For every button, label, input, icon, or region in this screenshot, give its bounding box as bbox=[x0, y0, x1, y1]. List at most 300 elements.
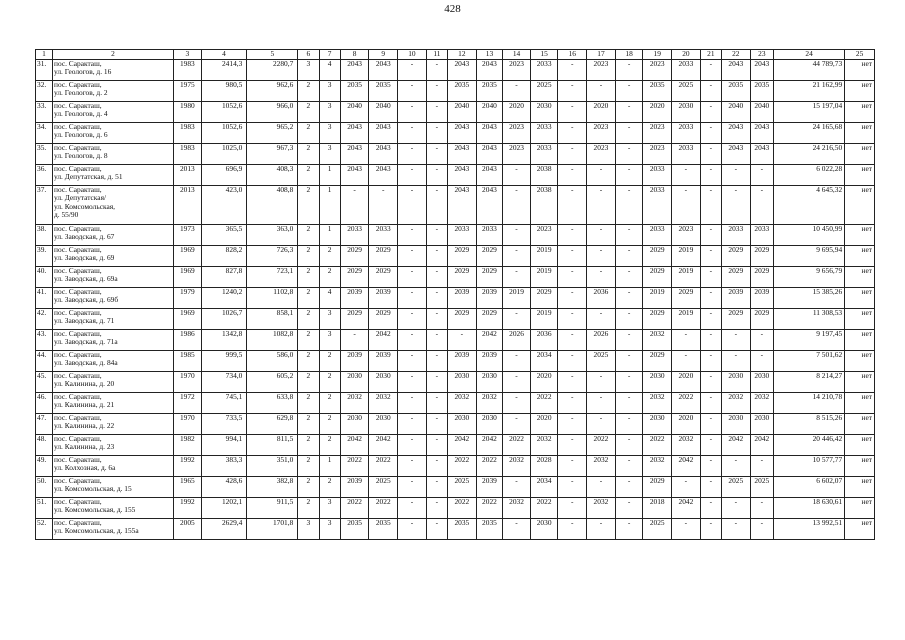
table-cell: - bbox=[426, 185, 447, 224]
table-cell: 2035 bbox=[721, 80, 750, 101]
table-cell: 2030 bbox=[448, 371, 477, 392]
table-cell: 827,8 bbox=[201, 266, 247, 287]
table-cell: 2040 bbox=[448, 101, 477, 122]
table-cell: 2030 bbox=[369, 413, 398, 434]
address-line: пос. Саракташ, bbox=[53, 59, 102, 68]
table-cell: - bbox=[448, 329, 477, 350]
table-cell: 2029 bbox=[721, 308, 750, 329]
column-header: 7 bbox=[319, 50, 340, 60]
table-cell: 1982 bbox=[174, 434, 202, 455]
table-cell: - bbox=[587, 245, 616, 266]
table-cell: 6 602,07 bbox=[774, 476, 845, 497]
table-cell: - bbox=[426, 329, 447, 350]
table-cell: - bbox=[426, 371, 447, 392]
table-cell: - bbox=[503, 245, 531, 266]
table-cell: 2022 bbox=[672, 392, 701, 413]
table-cell: нет bbox=[845, 143, 875, 164]
table-cell: 24 216,50 bbox=[774, 143, 845, 164]
table-cell: - bbox=[587, 518, 616, 539]
address-line: ул. Калинина, д. 22 bbox=[53, 421, 115, 431]
row-number-cell: 49. bbox=[36, 455, 53, 476]
table-cell: 2020 bbox=[672, 371, 701, 392]
table-cell: - bbox=[558, 413, 587, 434]
table-cell: - bbox=[700, 245, 721, 266]
table-cell: - bbox=[700, 392, 721, 413]
table-cell: 2629,4 bbox=[201, 518, 247, 539]
table-cell: - bbox=[700, 434, 721, 455]
table-cell: 365,5 bbox=[201, 224, 247, 245]
column-header: 1 bbox=[36, 50, 53, 60]
table-cell: 2 bbox=[319, 245, 340, 266]
table-cell: - bbox=[615, 143, 643, 164]
table-row bbox=[36, 455, 875, 476]
address-cell bbox=[52, 455, 173, 476]
table-cell: 2020 bbox=[503, 101, 531, 122]
table-cell: 2029 bbox=[340, 308, 369, 329]
table-cell: - bbox=[558, 101, 587, 122]
column-header: 2 bbox=[52, 50, 173, 60]
table-cell: - bbox=[700, 329, 721, 350]
table-cell: 2033 bbox=[476, 224, 503, 245]
table-cell: - bbox=[426, 224, 447, 245]
table-cell: - bbox=[700, 266, 721, 287]
table-cell: 2035 bbox=[369, 80, 398, 101]
address-cell bbox=[52, 122, 173, 143]
column-header: 3 bbox=[174, 50, 202, 60]
table-cell: 2030 bbox=[643, 413, 672, 434]
address-line: ул. Комсомольская, д. 155 bbox=[53, 505, 136, 515]
table-cell: 2022 bbox=[503, 434, 531, 455]
table-cell: 2042 bbox=[672, 455, 701, 476]
table-cell: 2030 bbox=[369, 371, 398, 392]
table-cell: 2043 bbox=[369, 122, 398, 143]
table-cell: 2032 bbox=[369, 392, 398, 413]
column-header: 15 bbox=[530, 50, 558, 60]
column-header: 24 bbox=[774, 50, 845, 60]
table-cell: - bbox=[700, 455, 721, 476]
table-cell: - bbox=[426, 455, 447, 476]
address-line: пос. Саракташ, bbox=[53, 101, 102, 110]
table-cell: 2032 bbox=[721, 392, 750, 413]
table-cell: 2029 bbox=[369, 308, 398, 329]
table-cell: 2 bbox=[298, 413, 319, 434]
table-cell: - bbox=[426, 59, 447, 80]
table-cell: - bbox=[615, 413, 643, 434]
table-cell: - bbox=[615, 350, 643, 371]
address-cell bbox=[52, 287, 173, 308]
table-cell: 2023 bbox=[587, 122, 616, 143]
table-cell: - bbox=[672, 164, 701, 185]
table-cell: - bbox=[503, 164, 531, 185]
table-cell: 21 162,99 bbox=[774, 80, 845, 101]
page-number: 428 bbox=[444, 3, 461, 15]
row-number-cell: 39. bbox=[36, 245, 53, 266]
table-cell: 2023 bbox=[643, 143, 672, 164]
table-cell: 2025 bbox=[672, 80, 701, 101]
table-cell: 2030 bbox=[476, 371, 503, 392]
table-cell: - bbox=[426, 287, 447, 308]
table-cell: 15 385,26 bbox=[774, 287, 845, 308]
table-cell: 2042 bbox=[721, 434, 750, 455]
table-cell: 2033 bbox=[530, 59, 558, 80]
table-cell: 2 bbox=[298, 80, 319, 101]
table-cell: 15 197,04 bbox=[774, 101, 845, 122]
column-number-header bbox=[36, 50, 875, 60]
table-cell: 2038 bbox=[530, 185, 558, 224]
table-cell: нет bbox=[845, 80, 875, 101]
table-cell: 723,1 bbox=[247, 266, 298, 287]
table-cell: 2029 bbox=[721, 266, 750, 287]
row-number-cell: 45. bbox=[36, 371, 53, 392]
table-cell: 2032 bbox=[750, 392, 773, 413]
column-header: 8 bbox=[340, 50, 369, 60]
table-cell: 2033 bbox=[672, 59, 701, 80]
table-row bbox=[36, 59, 875, 80]
table-cell: 2043 bbox=[448, 59, 477, 80]
table-cell: 2043 bbox=[448, 164, 477, 185]
table-cell: нет bbox=[845, 350, 875, 371]
row-number-cell: 33. bbox=[36, 101, 53, 122]
table-cell: 1 bbox=[319, 164, 340, 185]
table-cell: 2023 bbox=[587, 143, 616, 164]
address-line: ул. Депутатская, д. 51 bbox=[53, 172, 123, 182]
table-cell: 383,3 bbox=[201, 455, 247, 476]
row-number-cell: 38. bbox=[36, 224, 53, 245]
table-cell: 2040 bbox=[340, 101, 369, 122]
table-cell: 1 bbox=[319, 224, 340, 245]
table-cell: - bbox=[426, 350, 447, 371]
table-cell: 2022 bbox=[476, 497, 503, 518]
table-cell: 2030 bbox=[750, 413, 773, 434]
table-cell: 2043 bbox=[476, 143, 503, 164]
table-cell: - bbox=[398, 434, 427, 455]
table-cell: 2029 bbox=[750, 266, 773, 287]
table-cell: - bbox=[721, 497, 750, 518]
column-header: 20 bbox=[672, 50, 701, 60]
address-line: ул. Калинина, д. 21 bbox=[53, 400, 115, 410]
table-cell: 2043 bbox=[750, 59, 773, 80]
address-line: пос. Саракташ, bbox=[53, 224, 102, 233]
table-cell: нет bbox=[845, 164, 875, 185]
table-cell: 2043 bbox=[369, 164, 398, 185]
table-cell: - bbox=[587, 371, 616, 392]
column-header: 12 bbox=[448, 50, 477, 60]
table-cell: - bbox=[503, 518, 531, 539]
table-cell: 811,5 bbox=[247, 434, 298, 455]
table-cell: 2043 bbox=[476, 164, 503, 185]
table-cell: - bbox=[700, 371, 721, 392]
table-cell: 3 bbox=[319, 143, 340, 164]
table-cell: - bbox=[558, 455, 587, 476]
table-cell: 2022 bbox=[340, 497, 369, 518]
table-cell: 2032 bbox=[503, 497, 531, 518]
table-cell: 2019 bbox=[503, 287, 531, 308]
table-cell: 18 630,61 bbox=[774, 497, 845, 518]
table-cell: нет bbox=[845, 224, 875, 245]
address-line: пос. Саракташ, bbox=[53, 392, 102, 401]
table-cell: 2029 bbox=[476, 308, 503, 329]
table-cell: 2036 bbox=[530, 329, 558, 350]
table-cell: 2032 bbox=[448, 392, 477, 413]
table-cell: - bbox=[558, 392, 587, 413]
address-cell bbox=[52, 476, 173, 497]
table-cell: 2043 bbox=[721, 59, 750, 80]
address-cell bbox=[52, 164, 173, 185]
table-cell: 2043 bbox=[340, 59, 369, 80]
table-cell: - bbox=[398, 371, 427, 392]
table-cell: 1985 bbox=[174, 350, 202, 371]
table-cell: - bbox=[503, 413, 531, 434]
table-cell: 2 bbox=[298, 308, 319, 329]
column-header: 6 bbox=[298, 50, 319, 60]
table-row bbox=[36, 266, 875, 287]
address-cell bbox=[52, 518, 173, 539]
table-cell: 2029 bbox=[340, 245, 369, 266]
table-cell: 14 210,78 bbox=[774, 392, 845, 413]
table-cell: - bbox=[398, 497, 427, 518]
table-cell: нет bbox=[845, 266, 875, 287]
table-cell: 2043 bbox=[750, 143, 773, 164]
table-cell: 2022 bbox=[369, 497, 398, 518]
table-cell: 2030 bbox=[643, 371, 672, 392]
table-row bbox=[36, 392, 875, 413]
table-cell: - bbox=[700, 518, 721, 539]
address-line: пос. Саракташ, bbox=[53, 143, 102, 152]
table-row bbox=[36, 164, 875, 185]
table-cell: 1202,1 bbox=[201, 497, 247, 518]
table-cell: 1979 bbox=[174, 287, 202, 308]
table-cell: - bbox=[615, 59, 643, 80]
table-cell: 2043 bbox=[476, 122, 503, 143]
column-header: 16 bbox=[558, 50, 587, 60]
table-cell: 2 bbox=[298, 476, 319, 497]
table-cell: 967,3 bbox=[247, 143, 298, 164]
table-cell: 2029 bbox=[448, 308, 477, 329]
table-cell: 980,5 bbox=[201, 80, 247, 101]
table-cell: нет bbox=[845, 371, 875, 392]
address-line: пос. Саракташ, bbox=[53, 185, 102, 194]
table-row bbox=[36, 122, 875, 143]
table-cell: - bbox=[587, 224, 616, 245]
table-cell: 408,8 bbox=[247, 185, 298, 224]
table-cell: 2 bbox=[319, 434, 340, 455]
table-cell: 1052,6 bbox=[201, 101, 247, 122]
column-header: 5 bbox=[247, 50, 298, 60]
table-cell: - bbox=[615, 518, 643, 539]
table-cell: 2029 bbox=[721, 245, 750, 266]
table-cell: - bbox=[558, 476, 587, 497]
table-cell: - bbox=[398, 122, 427, 143]
table-cell: 858,1 bbox=[247, 308, 298, 329]
table-cell: - bbox=[615, 122, 643, 143]
table-cell: 3 bbox=[319, 308, 340, 329]
table-cell: 2035 bbox=[643, 80, 672, 101]
column-header: 17 bbox=[587, 50, 616, 60]
row-number-cell: 44. bbox=[36, 350, 53, 371]
row-number-cell: 41. bbox=[36, 287, 53, 308]
address-cell bbox=[52, 143, 173, 164]
table-cell: 2029 bbox=[750, 245, 773, 266]
table-cell: 745,1 bbox=[201, 392, 247, 413]
address-line: пос. Саракташ, bbox=[53, 350, 102, 359]
table-cell: - bbox=[398, 164, 427, 185]
table-cell: - bbox=[503, 185, 531, 224]
table-cell: - bbox=[587, 185, 616, 224]
address-line: ул. Геологов, д. 4 bbox=[53, 109, 108, 119]
table-cell: 2032 bbox=[503, 455, 531, 476]
address-cell bbox=[52, 392, 173, 413]
table-cell: 1965 bbox=[174, 476, 202, 497]
table-cell: - bbox=[398, 287, 427, 308]
table-cell: 965,2 bbox=[247, 122, 298, 143]
table-cell: 1983 bbox=[174, 59, 202, 80]
table-cell: 2043 bbox=[448, 185, 477, 224]
table-cell: - bbox=[672, 350, 701, 371]
row-number-cell: 37. bbox=[36, 185, 53, 224]
address-line: ул. Заводская, д. 71а bbox=[53, 337, 118, 347]
address-line: пос. Саракташ, bbox=[53, 497, 102, 506]
address-line: пос. Саракташ, bbox=[53, 518, 102, 527]
table-cell: нет bbox=[845, 476, 875, 497]
table-cell: 2039 bbox=[369, 350, 398, 371]
table-cell: - bbox=[426, 101, 447, 122]
table-cell: - bbox=[558, 287, 587, 308]
address-line: ул. Заводская, д. 69 bbox=[53, 253, 115, 263]
table-cell: - bbox=[558, 497, 587, 518]
address-line: ул. Заводская, д. 69б bbox=[53, 295, 119, 305]
table-cell: - bbox=[615, 371, 643, 392]
table-cell: 1969 bbox=[174, 245, 202, 266]
table-row bbox=[36, 287, 875, 308]
table-cell: нет bbox=[845, 413, 875, 434]
table-cell: - bbox=[700, 497, 721, 518]
table-cell: нет bbox=[845, 101, 875, 122]
address-cell bbox=[52, 185, 173, 224]
table-cell: 2013 bbox=[174, 185, 202, 224]
table-cell: - bbox=[672, 185, 701, 224]
table-cell: 2032 bbox=[340, 392, 369, 413]
table-cell: - bbox=[369, 185, 398, 224]
table-cell: 20 446,42 bbox=[774, 434, 845, 455]
table-cell: 2043 bbox=[369, 59, 398, 80]
table-cell: 2023 bbox=[643, 59, 672, 80]
table-cell: - bbox=[426, 266, 447, 287]
column-header: 10 bbox=[398, 50, 427, 60]
address-cell bbox=[52, 245, 173, 266]
address-line: ул. Геологов, д. 2 bbox=[53, 88, 108, 98]
table-cell: 2019 bbox=[530, 245, 558, 266]
table-cell: 2022 bbox=[340, 455, 369, 476]
row-number-cell: 52. bbox=[36, 518, 53, 539]
table-cell: - bbox=[398, 413, 427, 434]
table-cell: - bbox=[558, 80, 587, 101]
table-cell: 733,5 bbox=[201, 413, 247, 434]
table-cell: 2022 bbox=[587, 434, 616, 455]
table-cell: 2039 bbox=[476, 476, 503, 497]
table-cell: 2028 bbox=[530, 455, 558, 476]
table-cell: 2036 bbox=[587, 287, 616, 308]
table-cell: - bbox=[503, 266, 531, 287]
table-cell: 1240,2 bbox=[201, 287, 247, 308]
table-cell: 2033 bbox=[643, 164, 672, 185]
column-header: 21 bbox=[700, 50, 721, 60]
table-cell: - bbox=[426, 308, 447, 329]
table-cell: 351,0 bbox=[247, 455, 298, 476]
table-cell: 2033 bbox=[340, 224, 369, 245]
row-number-cell: 35. bbox=[36, 143, 53, 164]
table-cell: - bbox=[558, 245, 587, 266]
table-cell: 2033 bbox=[643, 185, 672, 224]
table-cell: 2043 bbox=[721, 143, 750, 164]
table-cell: 2020 bbox=[530, 413, 558, 434]
table-cell: - bbox=[750, 185, 773, 224]
table-cell: 2029 bbox=[530, 287, 558, 308]
table-cell: - bbox=[398, 266, 427, 287]
table-cell: нет bbox=[845, 308, 875, 329]
table-row bbox=[36, 476, 875, 497]
table-cell: 2026 bbox=[503, 329, 531, 350]
table-cell: - bbox=[558, 143, 587, 164]
table-cell: 2035 bbox=[476, 518, 503, 539]
table-cell: 428,6 bbox=[201, 476, 247, 497]
table-cell: 2025 bbox=[721, 476, 750, 497]
table-cell: 2043 bbox=[448, 143, 477, 164]
table-cell: 2023 bbox=[503, 143, 531, 164]
table-cell: 6 022,28 bbox=[774, 164, 845, 185]
table-cell: 2022 bbox=[530, 497, 558, 518]
table-cell: - bbox=[721, 164, 750, 185]
table-cell: 9 197,45 bbox=[774, 329, 845, 350]
table-cell: - bbox=[615, 224, 643, 245]
address-cell bbox=[52, 308, 173, 329]
column-header: 11 bbox=[426, 50, 447, 60]
table-cell: 2035 bbox=[369, 518, 398, 539]
table-cell: - bbox=[615, 497, 643, 518]
table-cell: 3 bbox=[319, 101, 340, 122]
table-cell: 1 bbox=[319, 185, 340, 224]
address-cell bbox=[52, 329, 173, 350]
address-cell bbox=[52, 497, 173, 518]
table-cell: - bbox=[700, 350, 721, 371]
column-header: 13 bbox=[476, 50, 503, 60]
table-cell: - bbox=[558, 434, 587, 455]
table-cell: - bbox=[700, 122, 721, 143]
table-cell: 2032 bbox=[643, 329, 672, 350]
address-cell bbox=[52, 80, 173, 101]
table-cell: 2033 bbox=[750, 224, 773, 245]
table-cell: 2035 bbox=[340, 80, 369, 101]
table-cell: 828,2 bbox=[201, 245, 247, 266]
table-cell: 2019 bbox=[672, 308, 701, 329]
table-cell: 2043 bbox=[340, 122, 369, 143]
table-cell: 2025 bbox=[369, 476, 398, 497]
table-cell: - bbox=[672, 518, 701, 539]
table-cell: - bbox=[426, 245, 447, 266]
table-row bbox=[36, 371, 875, 392]
table-cell: - bbox=[615, 101, 643, 122]
table-cell: 1986 bbox=[174, 329, 202, 350]
table-cell: 1983 bbox=[174, 143, 202, 164]
table-cell: 3 bbox=[319, 518, 340, 539]
table-cell: - bbox=[558, 329, 587, 350]
table-cell: 2039 bbox=[721, 287, 750, 308]
table-cell: - bbox=[721, 329, 750, 350]
table-cell: 2022 bbox=[643, 434, 672, 455]
table-cell: 2025 bbox=[643, 518, 672, 539]
table-cell: - bbox=[398, 476, 427, 497]
column-header: 19 bbox=[643, 50, 672, 60]
table-cell: 2 bbox=[319, 413, 340, 434]
